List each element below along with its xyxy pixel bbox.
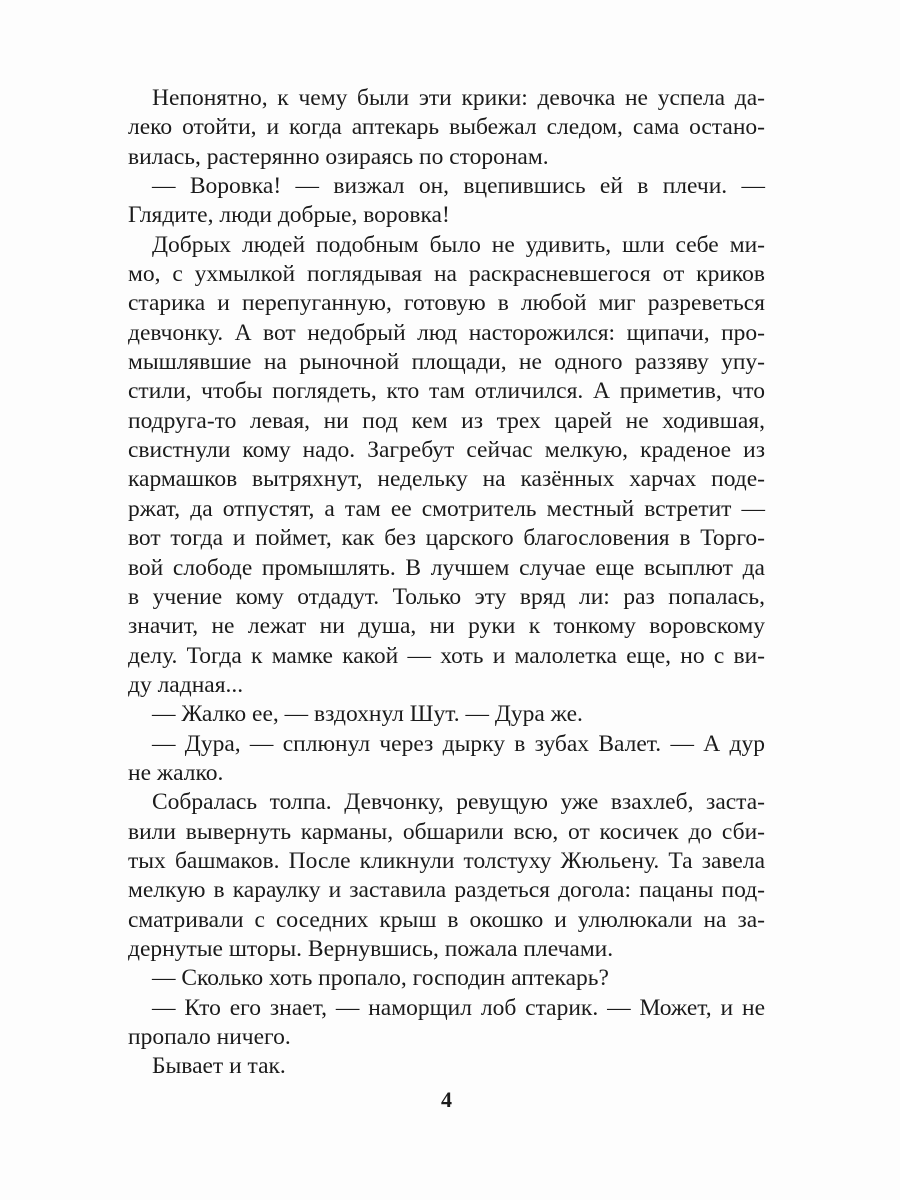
text-line: пропало ничего. [128, 1024, 291, 1050]
text-line: свистнули кому надо. Загребут сейчас мелкую, краденое из [128, 437, 765, 464]
text-line: делу. Тогда к мамке какой — хоть и малолетка еще, но с ви- [128, 642, 765, 669]
text-line: леко отойти, и когда аптекарь выбежал следом, сама остано- [128, 114, 765, 141]
text-line: Глядите, люди добрые, воровка! [128, 202, 450, 229]
text-line: Бывает и так. [152, 1053, 286, 1080]
text-line: дернутые шторы. Вернувшись, пожала плечами. [128, 935, 614, 962]
text-line: мо, с ухмылкой поглядывая на раскрасневшегося от криков [128, 261, 765, 288]
text-line: вот тогда и поймет, как без царского благословения в Торго- [128, 525, 765, 552]
text-line: ду ладная... [128, 671, 244, 698]
text-line: мелкую в караулку и заставила раздеться догола: пацаны под- [128, 877, 765, 904]
text-block [128, 84, 765, 1082]
text-line: стили, чтобы поглядеть, кто там отличился. А приметив, что [128, 378, 765, 405]
text-line: в учение кому отдадут. Только эту вряд ли: раз попалась, [128, 583, 765, 610]
text-line: девчонку. А вот недобрый люд насторожился: щипачи, про- [128, 319, 765, 346]
text-line: — Жалко ее, — вздохнул Шут. — Дура же. [152, 701, 583, 728]
text-line: ржат, да отпустят, а там ее смотритель местный встретит — [128, 495, 765, 522]
page-number: 4 [441, 1087, 452, 1112]
text-line: — Дура, — сплюнул через дырку в зубах Валет. — А дур [152, 730, 765, 757]
text-line: старика и перепуганную, готовую в любой миг разреветься [128, 290, 765, 317]
text-line: вили вывернуть карманы, обшарили всю, от косичек до сби- [128, 818, 765, 845]
text-line: значит, не лежат ни душа, ни руки к тонкому воровскому [128, 613, 765, 640]
text-line: — Сколько хоть пропало, господин аптекарь? [152, 965, 609, 992]
text-line: Собралась толпа. Девчонку, ревущую уже взахлеб, заста- [152, 789, 765, 816]
text-line: Непонятно, к чему были эти крики: девочка не успела да- [152, 85, 765, 111]
text-line: — Воровка! — визжал он, вцепившись ей в плечи. — [152, 173, 765, 200]
text-line: сматривали с соседних крыш в окошко и улюлюкали на за- [128, 906, 765, 933]
text-line: Добрых людей подобным было не удивить, шли себе ми- [152, 231, 765, 258]
text-line: кармашков вытряхнут, недельку на казённых харчах поде- [128, 466, 765, 493]
text-line: вой слободе промышлять. В лучшем случае еще всыплют да [128, 554, 765, 581]
text-line: не жалко. [128, 759, 224, 786]
text-line: мышлявшие на рыночной площади, не одного раззяву упу- [128, 349, 765, 376]
text-line: — Кто его знает, — наморщил лоб старик. — Может, и не [152, 994, 765, 1021]
text-line: подруга-то левая, ни под кем из трех царей не ходившая, [128, 407, 765, 434]
text-line: вилась, растерянно озираясь по сторонам. [128, 143, 549, 170]
text-line: тых башмаков. После кликнули толстуху Жюльену. Та завела [128, 847, 765, 874]
